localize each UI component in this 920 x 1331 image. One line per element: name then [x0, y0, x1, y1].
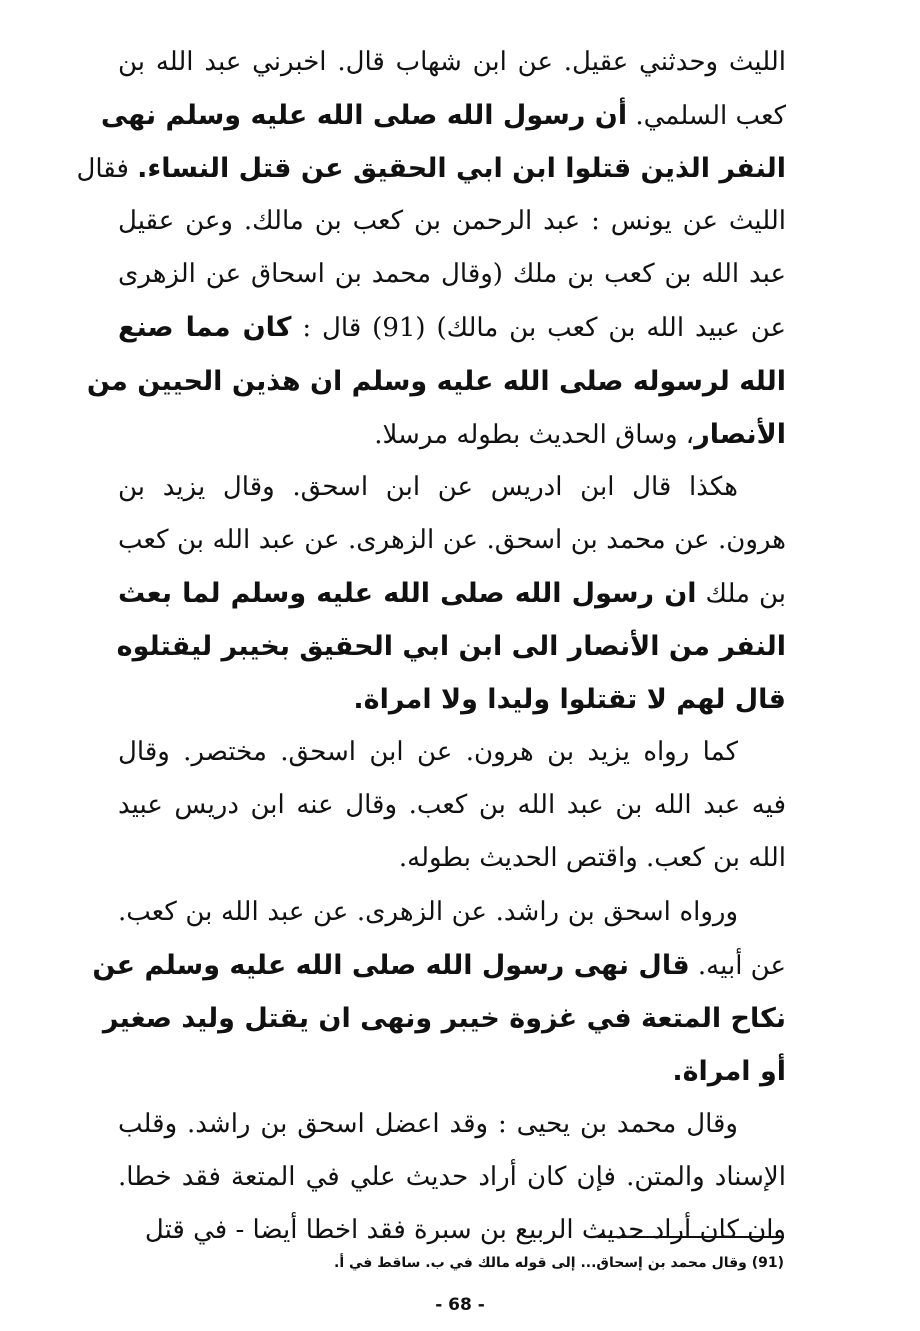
text-line — [118, 886, 786, 939]
hadith-text-bold: ان رسول الله صلى الله عليه وسلم لما بعث — [118, 577, 697, 609]
text-line — [118, 673, 786, 726]
text-line — [118, 620, 786, 673]
narration-text: كما رواه يزيد بن هرون. عن ابن اسحق. مختصر. وقال — [118, 737, 738, 768]
narration-text: كعب السلمي. — [627, 101, 786, 132]
narration-text: هرون. عن محمد بن اسحق. عن الزهرى. عن عبد الله بن كعب — [118, 524, 786, 555]
text-line — [102, 992, 786, 1045]
text-line — [118, 726, 786, 779]
text-line — [118, 36, 786, 89]
text-line — [76, 142, 786, 195]
narration-text: وقال محمد بن يحيى : وقد اعضل اسحق بن راشد. وقلب — [118, 1108, 738, 1139]
narration-text: فقال — [76, 154, 138, 185]
text-line — [118, 1045, 786, 1098]
narration-text: عن عبيد الله بن كعب بن مالك) (91) قال : — [291, 313, 786, 344]
text-line — [118, 408, 786, 461]
hadith-text-bold: أن رسول الله صلى الله عليه وسلم نهى — [100, 100, 628, 132]
text-line — [118, 832, 786, 885]
narration-text: ورواه اسحق بن راشد. عن الزهرى. عن عبد الله بن كعب. — [118, 896, 738, 927]
hadith-text-bold: الأنصار — [694, 418, 786, 450]
page-number: - 68 - — [435, 1295, 485, 1315]
hadith-text-bold: كان مما صنع — [118, 312, 292, 344]
hadith-text-bold: أو امراة. — [672, 1055, 786, 1087]
hadith-text-bold: قال لهم لا تقتلوا وليدا ولا امراة. — [353, 684, 786, 716]
text-line — [118, 779, 786, 832]
narration-text: عبد الله بن كعب بن ملك (وقال محمد بن اسحاق عن الزهرى — [118, 259, 786, 290]
text-line — [118, 1098, 786, 1151]
narration-text: الله بن كعب. واقتص الحديث بطوله. — [398, 843, 786, 874]
paragraph — [118, 1098, 786, 1257]
narration-text: عن أبيه. — [689, 950, 786, 981]
narration-text: الإسناد والمتن. فإن كان أراد حديث علي في المتعة فقد خطا. — [118, 1161, 786, 1192]
text-line — [86, 355, 786, 408]
footnote-divider — [598, 1236, 784, 1238]
narration-text: فيه عبد الله بن عبد الله بن كعب. وقال عنه ابن دريس عبيد — [118, 790, 786, 821]
text-line — [118, 248, 786, 301]
hadith-text-bold: نكاح المتعة في غزوة خيبر ونهى ان يقتل وليد صغير — [102, 1002, 786, 1034]
text-line — [118, 567, 786, 620]
hadith-text-bold: النفر الذين قتلوا ابن ابي الحقيق عن قتل النساء. — [137, 153, 786, 185]
narration-text: ، وساق الحديث بطوله مرسلا. — [374, 419, 695, 450]
main-text — [76, 36, 786, 1257]
paragraph — [118, 726, 786, 885]
text-line — [118, 1151, 786, 1204]
narration-text: بن ملك — [696, 578, 786, 609]
hadith-text-bold: قال نهى رسول الله صلى الله عليه وسلم عن — [92, 949, 690, 981]
text-line — [100, 89, 786, 142]
hadith-text-bold: الله لرسوله صلى الله عليه وسلم ان هذين الحيين من — [86, 365, 786, 397]
text-line — [118, 301, 786, 354]
narration-text: الليث وحدثني عقيل. عن ابن شهاب قال. اخبرني عبد الله بن — [118, 47, 786, 77]
paragraph — [118, 461, 786, 726]
text-line — [118, 195, 786, 248]
narration-text: هكذا قال ابن ادريس عن ابن اسحق. وقال يزيد بن — [118, 471, 738, 502]
narration-text: الليث عن يونس : عبد الرحمن بن كعب بن مالك. وعن عقيل — [118, 206, 786, 237]
paragraph — [76, 36, 786, 461]
narration-text: وان كان أراد حديث الربيع بن سبرة فقد اخطا أيضا - في قتل — [144, 1215, 786, 1246]
text-line — [92, 939, 786, 992]
paragraph — [92, 886, 786, 1098]
text-line — [118, 461, 786, 514]
hadith-text-bold: النفر من الأنصار الى ابن ابي الحقيق بخيبر ليقتلوه — [116, 631, 786, 663]
text-line — [118, 514, 786, 567]
footnote: (91) وقال محمد بن إسحاق... إلى قوله مالك في ب. ساقط في أ. — [334, 1255, 784, 1271]
